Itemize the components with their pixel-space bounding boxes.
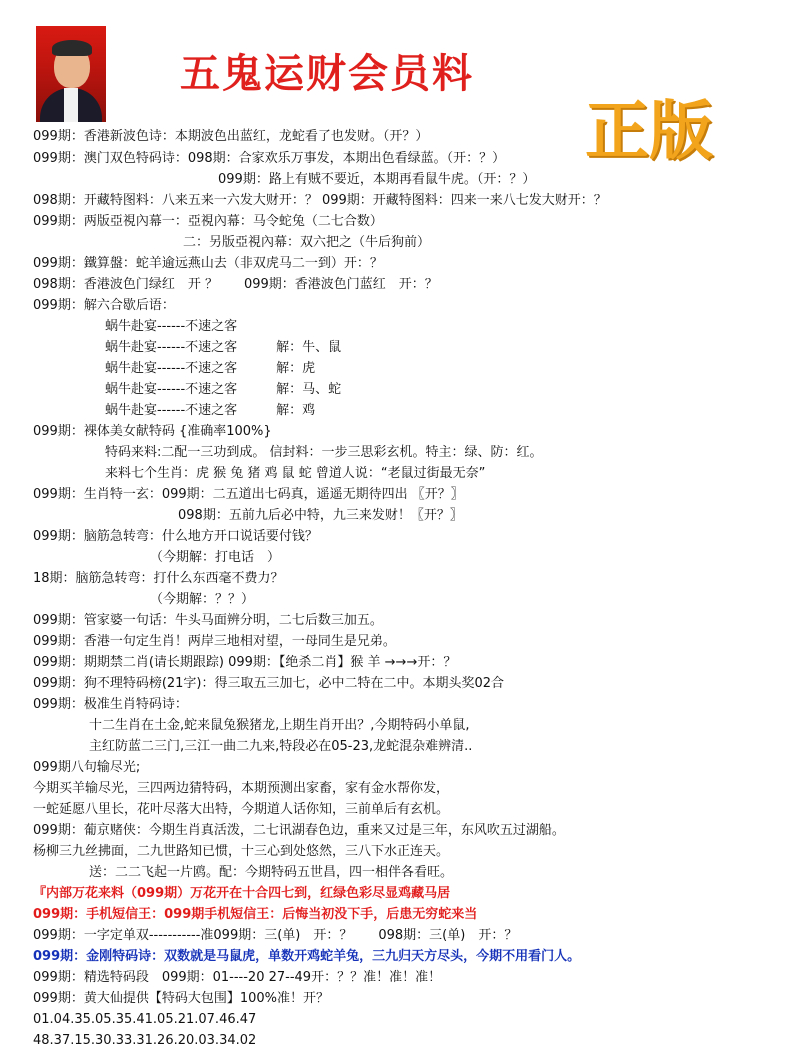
text-line: 099期：生肖特一玄：099期：二五道出七码真，遥遥无期待四出 〖开？〗 <box>33 487 464 502</box>
text-line: 099期：管家婆一句话：牛头马面辨分明，二七后数三加五。 <box>33 613 383 628</box>
text-line: 送：二二飞起一片鸥。配：今期特码五世昌，四一相伴各看旺。 <box>89 865 454 880</box>
text-line: 099期：两版亞視內幕一：亞視內幕：马令蛇兔（二七合数） <box>33 214 383 229</box>
text-line: 二：另版亞視內幕：双六把之（牛后狗前） <box>183 235 431 250</box>
text-line: 十二生肖在土金,蛇来鼠兔猴猪龙,上期生肖开出？,今期特码小单鼠, <box>89 718 470 733</box>
text-line: 099期：解六合歇后语： <box>33 298 175 313</box>
text-line: 蜗牛赴宴------不速之客 解：鸡 <box>105 403 316 418</box>
portrait-hair <box>52 40 92 56</box>
text-line: 48.37.15.30.33.31.26.20.03.34.02 <box>33 1033 257 1048</box>
genuine-stamp: 正版 <box>585 94 713 169</box>
text-line: （今期解：？？） <box>150 592 255 607</box>
text-line: 来料七个生肖：虎 猴 兔 猪 鸡 鼠 蛇 曾道人说：“老鼠过街最无奈” <box>105 466 486 481</box>
text-line: 098期：开藏特图料：八来五来一六发大财开：？ 099期：开藏特图料：四来一来八七发大财开：？ <box>33 193 607 208</box>
text-line: 099期八句输尽光; <box>33 760 141 775</box>
text-line: 099期：精选特码段 099期：01----20 27--49开：？？准！准！准！ <box>33 970 442 985</box>
text-line: 099期：期期禁二肖(请长期跟踪) 099期：【绝杀二肖】猴 羊 →→→开：？ <box>33 655 457 670</box>
text-line: 099期：裸体美女献特码 {准确率100%} <box>33 424 272 439</box>
text-line: 099期：葡京赌侠：今期生肖真活泼，二七讯湖春色边，重来又过是三年，东风吹五过湖船。 <box>33 823 565 838</box>
text-line: 主红防蓝二三门,三江一曲二九来,特段必在05-23,龙蛇混杂难辨清.. <box>89 739 473 754</box>
text-line: 蜗牛赴宴------不速之客 解：牛、鼠 <box>105 340 342 355</box>
text-line: 099期：一字定单双-----------准099期：三(单) 开：？ 098期：三(单) 开：？ <box>33 928 518 943</box>
text-line: 099期：极准生肖特码诗： <box>33 697 188 712</box>
text-line: 『内部万花来料（099期）万花开在十合四七到，红绿色彩尽显鸡藏马居 <box>33 886 451 901</box>
text-line: 099期：金刚特码诗：双数就是马鼠虎，单数开鸡蛇羊兔，三九归天方尽头，今期不用看门人。 <box>33 949 581 964</box>
text-line: 蜗牛赴宴------不速之客 <box>105 319 238 334</box>
author-portrait <box>36 26 106 122</box>
text-line: 098期：香港波色门绿红 开 ？ 099期：香港波色门蓝红 开：？ <box>33 277 438 292</box>
text-line: 099期：路上有贼不要近，本期再看鼠牛虎。（开：？） <box>218 172 536 187</box>
text-line: 099期：脑筋急转弯：什么地方开口说话要付钱？ <box>33 529 318 544</box>
text-line: 099期：澳门双色特码诗：098期：合家欢乐万事发，本期出色看绿蓝。（开：？） <box>33 151 506 166</box>
portrait-shirt <box>64 88 78 122</box>
text-line: 蜗牛赴宴------不速之客 解：虎 <box>105 361 316 376</box>
text-line: （今期解：打电话 ） <box>150 550 281 565</box>
text-line: 18期：脑筋急转弯：打什么东西毫不费力？ <box>33 571 284 586</box>
text-line: 099期：黄大仙提供【特码大包围】100%准！开？ <box>33 991 329 1006</box>
text-line: 01.04.35.05.35.41.05.21.07.46.47 <box>33 1012 257 1027</box>
text-line: 特码来料:二配一三功到成。 信封料：一步三思彩玄机。特主：绿、防：红。 <box>105 445 543 460</box>
text-line: 一蛇延愿八里长，花叶尽落大出特，今期道人话你知，三前单后有玄机。 <box>33 802 450 817</box>
text-line: 098期：五前九后必中特，九三来发财！〖开？〗 <box>178 508 463 523</box>
text-line: 099期：鐵算盤：蛇羊逾远燕山去（非双虎马二一到）开：？ <box>33 256 383 271</box>
text-line: 099期：香港一句定生肖！两岸三地相对望，一母同生是兄弟。 <box>33 634 396 649</box>
text-line: 099期：香港新波色诗：本期波色出蓝红，龙蛇看了也发财。（开？） <box>33 129 429 144</box>
text-line: 099期：手机短信王：099期手机短信王：后悔当初没下手，后患无穷蛇来当 <box>33 907 478 922</box>
text-line: 099期：狗不理特码榜(21字)：得三取五三加七，必中二特在二中。本期头奖02合 <box>33 676 505 691</box>
text-line: 今期买羊输尽光，三四两边猜特码，本期预测出家畜，家有金水帮你发， <box>33 781 450 796</box>
text-line: 杨柳三九丝拂面，二九世路知已惯，十三心到处悠然，三八下水正连天。 <box>33 844 450 859</box>
page-title: 五鬼运财会员料 <box>180 50 474 97</box>
text-line: 蜗牛赴宴------不速之客 解：马、蛇 <box>105 382 342 397</box>
